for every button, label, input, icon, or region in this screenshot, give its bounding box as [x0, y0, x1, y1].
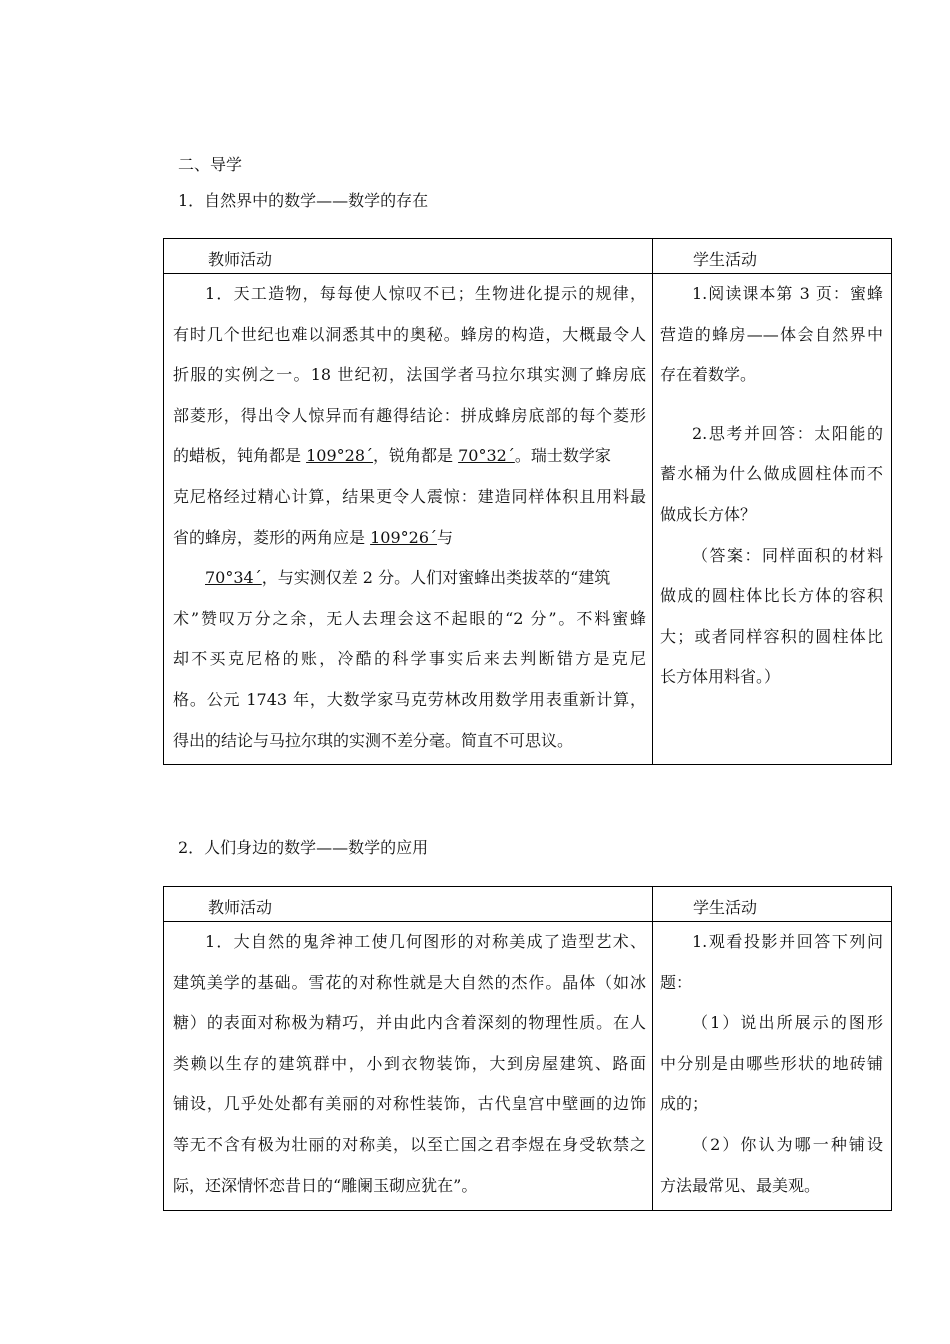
- angle-acute-calculated: 70°34´: [205, 568, 262, 588]
- part2-teacher-line: 糖）的表面对称极为精巧，并由此内含着深刻的物理性质。在人: [173, 1013, 646, 1033]
- text-fragment: ，与实测仅差 2 分。人们对蜜蜂出类拔萃的“建筑: [261, 568, 611, 588]
- part2-student-line: （2）你认为哪一种铺设: [692, 1134, 883, 1154]
- part1-header-teacher: 教师活动: [164, 239, 653, 274]
- part2-student-line: 题：: [660, 972, 693, 992]
- part1-teacher-line: 折服的实例之一。18 世纪初，法国学者马拉尔琪实测了蜂房底: [173, 365, 646, 385]
- part1-title: 1．自然界中的数学——数学的存在: [178, 191, 429, 210]
- part2-teacher-line: 际，还深情怀恋昔日的“雕阑玉砌应犹在”。: [173, 1175, 478, 1195]
- part1-student-line: 营造的蜂房——体会自然界中: [660, 324, 883, 344]
- text-fragment: 省的蜂房，菱形的两角应是: [173, 527, 371, 547]
- part1-student-line: 1.阅读课本第 3 页：蜜蜂: [692, 284, 883, 303]
- part2-table: [163, 886, 892, 1211]
- part1-teacher-line: 1．天工造物，每每使人惊叹不已；生物进化提示的规律，: [205, 284, 646, 303]
- text-fragment: 的蜡板，钝角都是: [173, 446, 307, 466]
- part1-teacher-line-calc: [173, 518, 646, 559]
- part1-teacher-line-calc2: [173, 558, 646, 599]
- part2-teacher-line: 1．大自然的鬼斧神工使几何图形的对称美成了造型艺术、: [205, 932, 646, 951]
- part1-teacher-line: 格。公元 1743 年，大数学家马克劳林改用数学用表重新计算，: [173, 689, 646, 709]
- part2-student-line: 方法最常见、最美观。: [660, 1175, 821, 1195]
- part1-student-line: 做成长方体？: [660, 504, 757, 524]
- part2-teacher-cell: [164, 922, 653, 1211]
- section-title: 二、导学: [178, 155, 243, 174]
- part2-teacher-line: 铺设，几乎处处都有美丽的对称性装饰，古代皇宫中壁画的边饰: [173, 1094, 646, 1114]
- part1-teacher-line: 部菱形，得出令人惊异而有趣得结论：拼成蜂房底部的每个菱形: [173, 405, 646, 425]
- part2-teacher-line: 类赖以生存的建筑群中，小到衣物装饰，大到房屋建筑、路面: [173, 1053, 646, 1073]
- part2-student-line: 成的；: [660, 1094, 709, 1114]
- text-fragment: ，锐角都是: [373, 446, 459, 466]
- text-fragment: 。瑞士数学家: [514, 446, 611, 466]
- angle-obtuse-calculated: 109°26´: [370, 527, 437, 547]
- part2-student-line: （1）说出所展示的图形: [692, 1013, 883, 1033]
- part2-teacher-line: 建筑美学的基础。雪花的对称性就是大自然的杰作。晶体（如冰: [173, 972, 646, 992]
- part1-header-student: 学生活动: [653, 239, 892, 274]
- part2-student-cell: [653, 922, 892, 1211]
- part1-teacher-line: 有时几个世纪也难以洞悉其中的奥秘。蜂房的构造，大概最令人: [173, 324, 646, 344]
- angle-acute-measured: 70°32´: [458, 446, 515, 466]
- part2-header-teacher: 教师活动: [164, 887, 653, 922]
- part1-student-line: 大；或者同样容积的圆柱体比: [660, 626, 883, 646]
- text-fragment: 与: [437, 527, 454, 547]
- part1-student-line: 蓄水桶为什么做成圆柱体而不: [660, 464, 883, 484]
- part1-teacher-line: 得出的结论与马拉尔琪的实测不差分毫。简直不可思议。: [173, 730, 574, 750]
- part1-student-line: 长方体用料省。）: [660, 667, 781, 687]
- part2-student-line: 1.观看投影并回答下列问: [692, 932, 883, 951]
- part1-teacher-line: 术”赞叹万分之余，无人去理会这不起眼的“2 分”。不料蜜蜂: [173, 608, 646, 628]
- angle-obtuse-measured: 109°28´: [306, 446, 373, 466]
- part2-student-line: 中分别是由哪些形状的地砖铺: [660, 1053, 883, 1073]
- part2-header-student: 学生活动: [653, 887, 892, 922]
- part2-title: 2．人们身边的数学——数学的应用: [178, 838, 429, 857]
- part1-teacher-cell: [164, 274, 653, 765]
- part1-student-line: 做成的圆柱体比长方体的容积: [660, 586, 883, 606]
- part1-student-cell: [653, 274, 892, 765]
- part1-table: [163, 238, 892, 765]
- part1-student-line: 2.思考并回答：太阳能的: [692, 423, 883, 443]
- part1-student-line: （答案：同样面积的材料: [692, 545, 883, 565]
- part2-teacher-line: 等无不含有极为壮丽的对称美，以至亡国之君李煜在身受软禁之: [173, 1134, 646, 1154]
- part1-teacher-line: 却不买克尼格的账，冷酷的科学事实后来去判断错方是克尼: [173, 649, 646, 669]
- part1-student-line: 存在着数学。: [660, 365, 757, 385]
- part1-teacher-line: 克尼格经过精心计算，结果更令人震惊：建造同样体积且用料最: [173, 486, 646, 506]
- part1-teacher-line-angles: [173, 436, 646, 477]
